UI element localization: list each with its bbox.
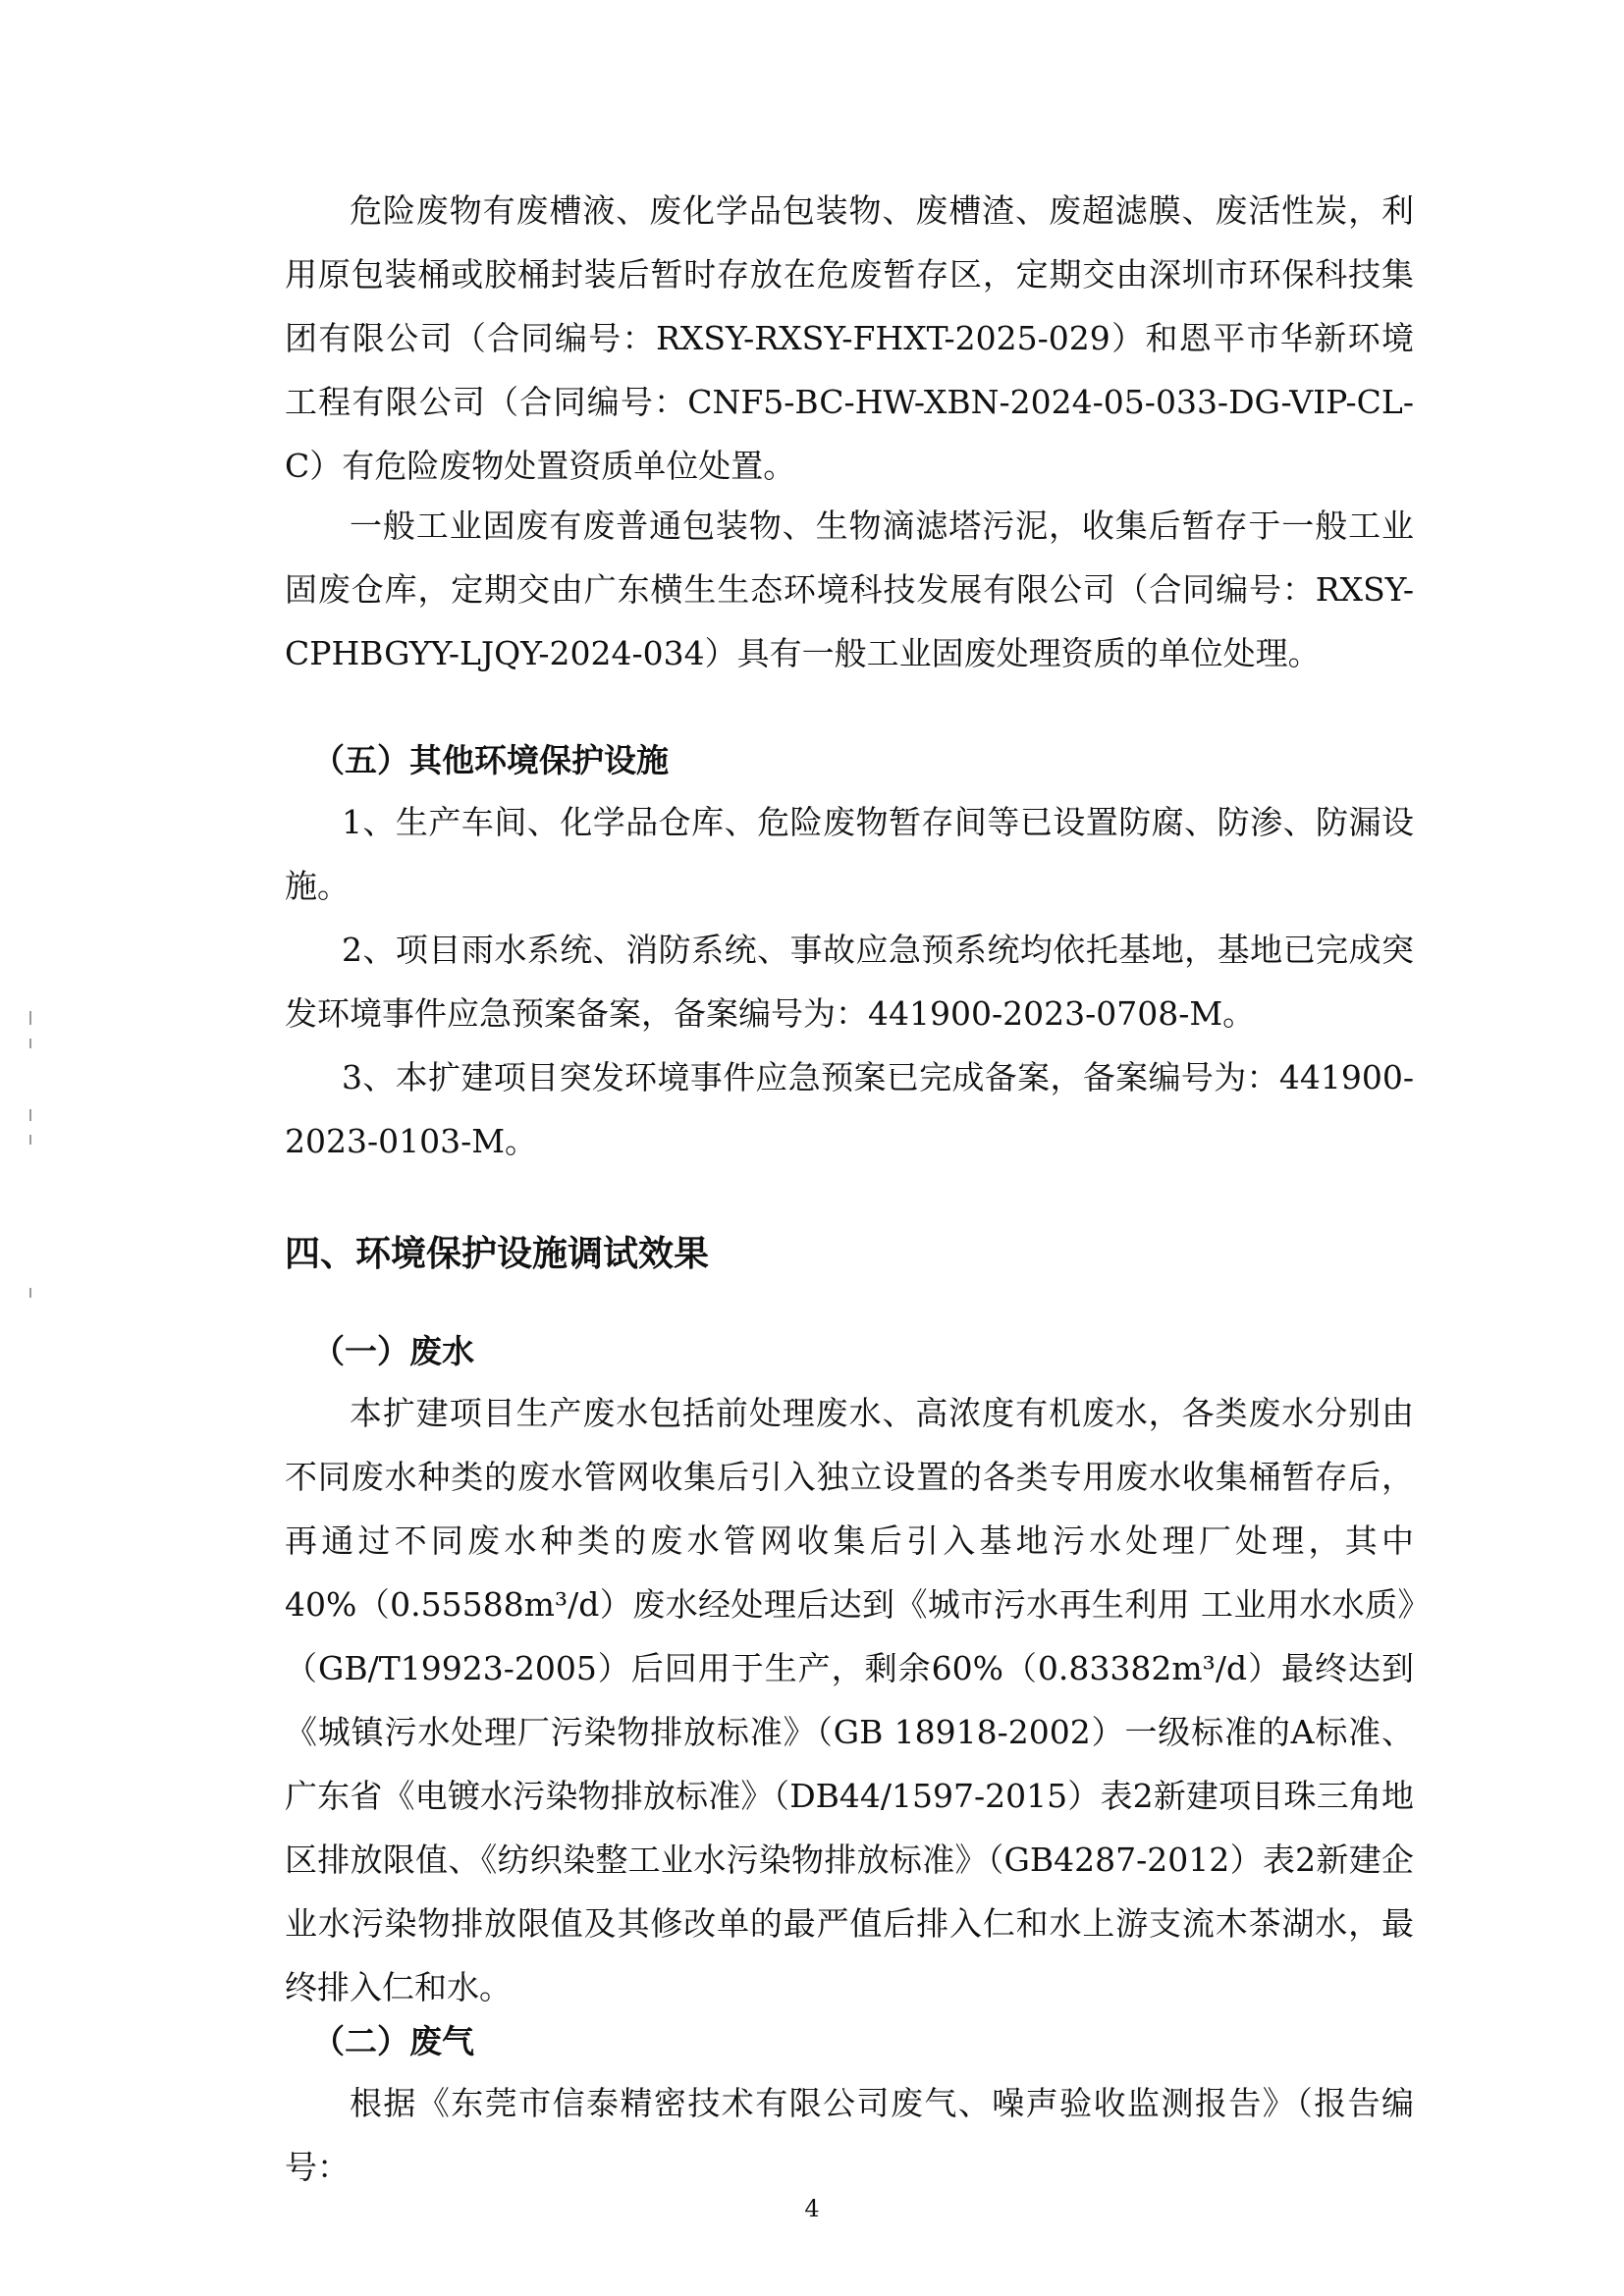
protection-item-3: 3、本扩建项目突发环境事件应急预案已完成备案，备案编号为：441900-2023-0103-M。 [285,1058,1414,1160]
scan-mark [29,1011,31,1025]
wastewater-paragraph: 本扩建项目生产废水包括前处理废水、高浓度有机废水，各类废水分别由不同废水种类的废水管网收集后引入独立设置的各类专用废水收集桶暂存后，再通过不同废水种类的废水管网收集后引入基地污水处理厂处理，其中40%（0.55588m³/d）废水经处理后达到《城市污水再生利用 工业用水水质》（GB/T19923-2005）后回用于生产，剩余60%（0.83382m³/d）最终达到《城镇污水处理厂污染物排放标准》（GB 18918-2002）一级标准的A标准、广东省《电镀水污染物排放标准》（DB44/1597-2015）表2新建项目珠三角地区排放限值、《纺织染整工业水污染物排放标准》（GB4287-2012）表2新建企业水污染物排放限值及其修改单的最严值后排入仁和水上游支流木茶湖水，最终排入仁和水。 [285,1394,1414,2006]
section-4-title-block [285,1224,1414,1283]
exhaust-gas-heading: （二）废气 [312,2022,474,2060]
wastewater-heading: （一）废水 [312,1332,474,1370]
hazardous-waste-section [285,179,1414,498]
scan-mark [29,1109,31,1121]
protection-item-2: 2、项目雨水系统、消防系统、事故应急预系统均依托基地，基地已完成突发环境事件应急预案备案，备案编号为：441900-2023-0708-M。 [285,931,1414,1033]
scan-mark [29,1039,31,1048]
protection-item-1: 1、生产车间、化学品仓库、危险废物暂存间等已设置防腐、防渗、防漏设施。 [285,803,1414,905]
general-waste-paragraph: 一般工业固废有废普通包装物、生物滴滤塔污泥，收集后暂存于一般工业固废仓库，定期交由广东横生生态环境科技发展有限公司（合同编号：RXSY-CPHBGYY-LJQY-2024-034）具有一般工业固废处理资质的单位处理。 [285,507,1414,672]
wastewater-section [285,1322,1414,2019]
page-number: 4 [804,2195,820,2222]
hazardous-waste-paragraph: 危险废物有废槽液、废化学品包装物、废槽渣、废超滤膜、废活性炭，利用原包装桶或胶桶封装后暂时存放在危废暂存区，定期交由深圳市环保科技集团有限公司（合同编号：RXSY-RXSY-FHXT-2025-029）和恩平市华新环境工程有限公司（合同编号：CNF5-BC-HW-XBN-2024-05-033-DG-VIP-CL-C）有危险废物处置资质单位处置。 [285,191,1414,485]
other-protection-heading: （五）其他环境保护设施 [312,741,669,779]
section-4-title: 四、环境保护设施调试效果 [285,1233,710,1274]
scan-mark [29,1135,31,1145]
exhaust-gas-paragraph: 根据《东莞市信泰精密技术有限公司废气、噪声验收监测报告》（报告编号： [285,2084,1414,2186]
exhaust-gas-section [285,2012,1414,2199]
scan-mark [29,1288,31,1298]
general-waste-section [285,494,1414,685]
other-protection-section [285,731,1414,1173]
